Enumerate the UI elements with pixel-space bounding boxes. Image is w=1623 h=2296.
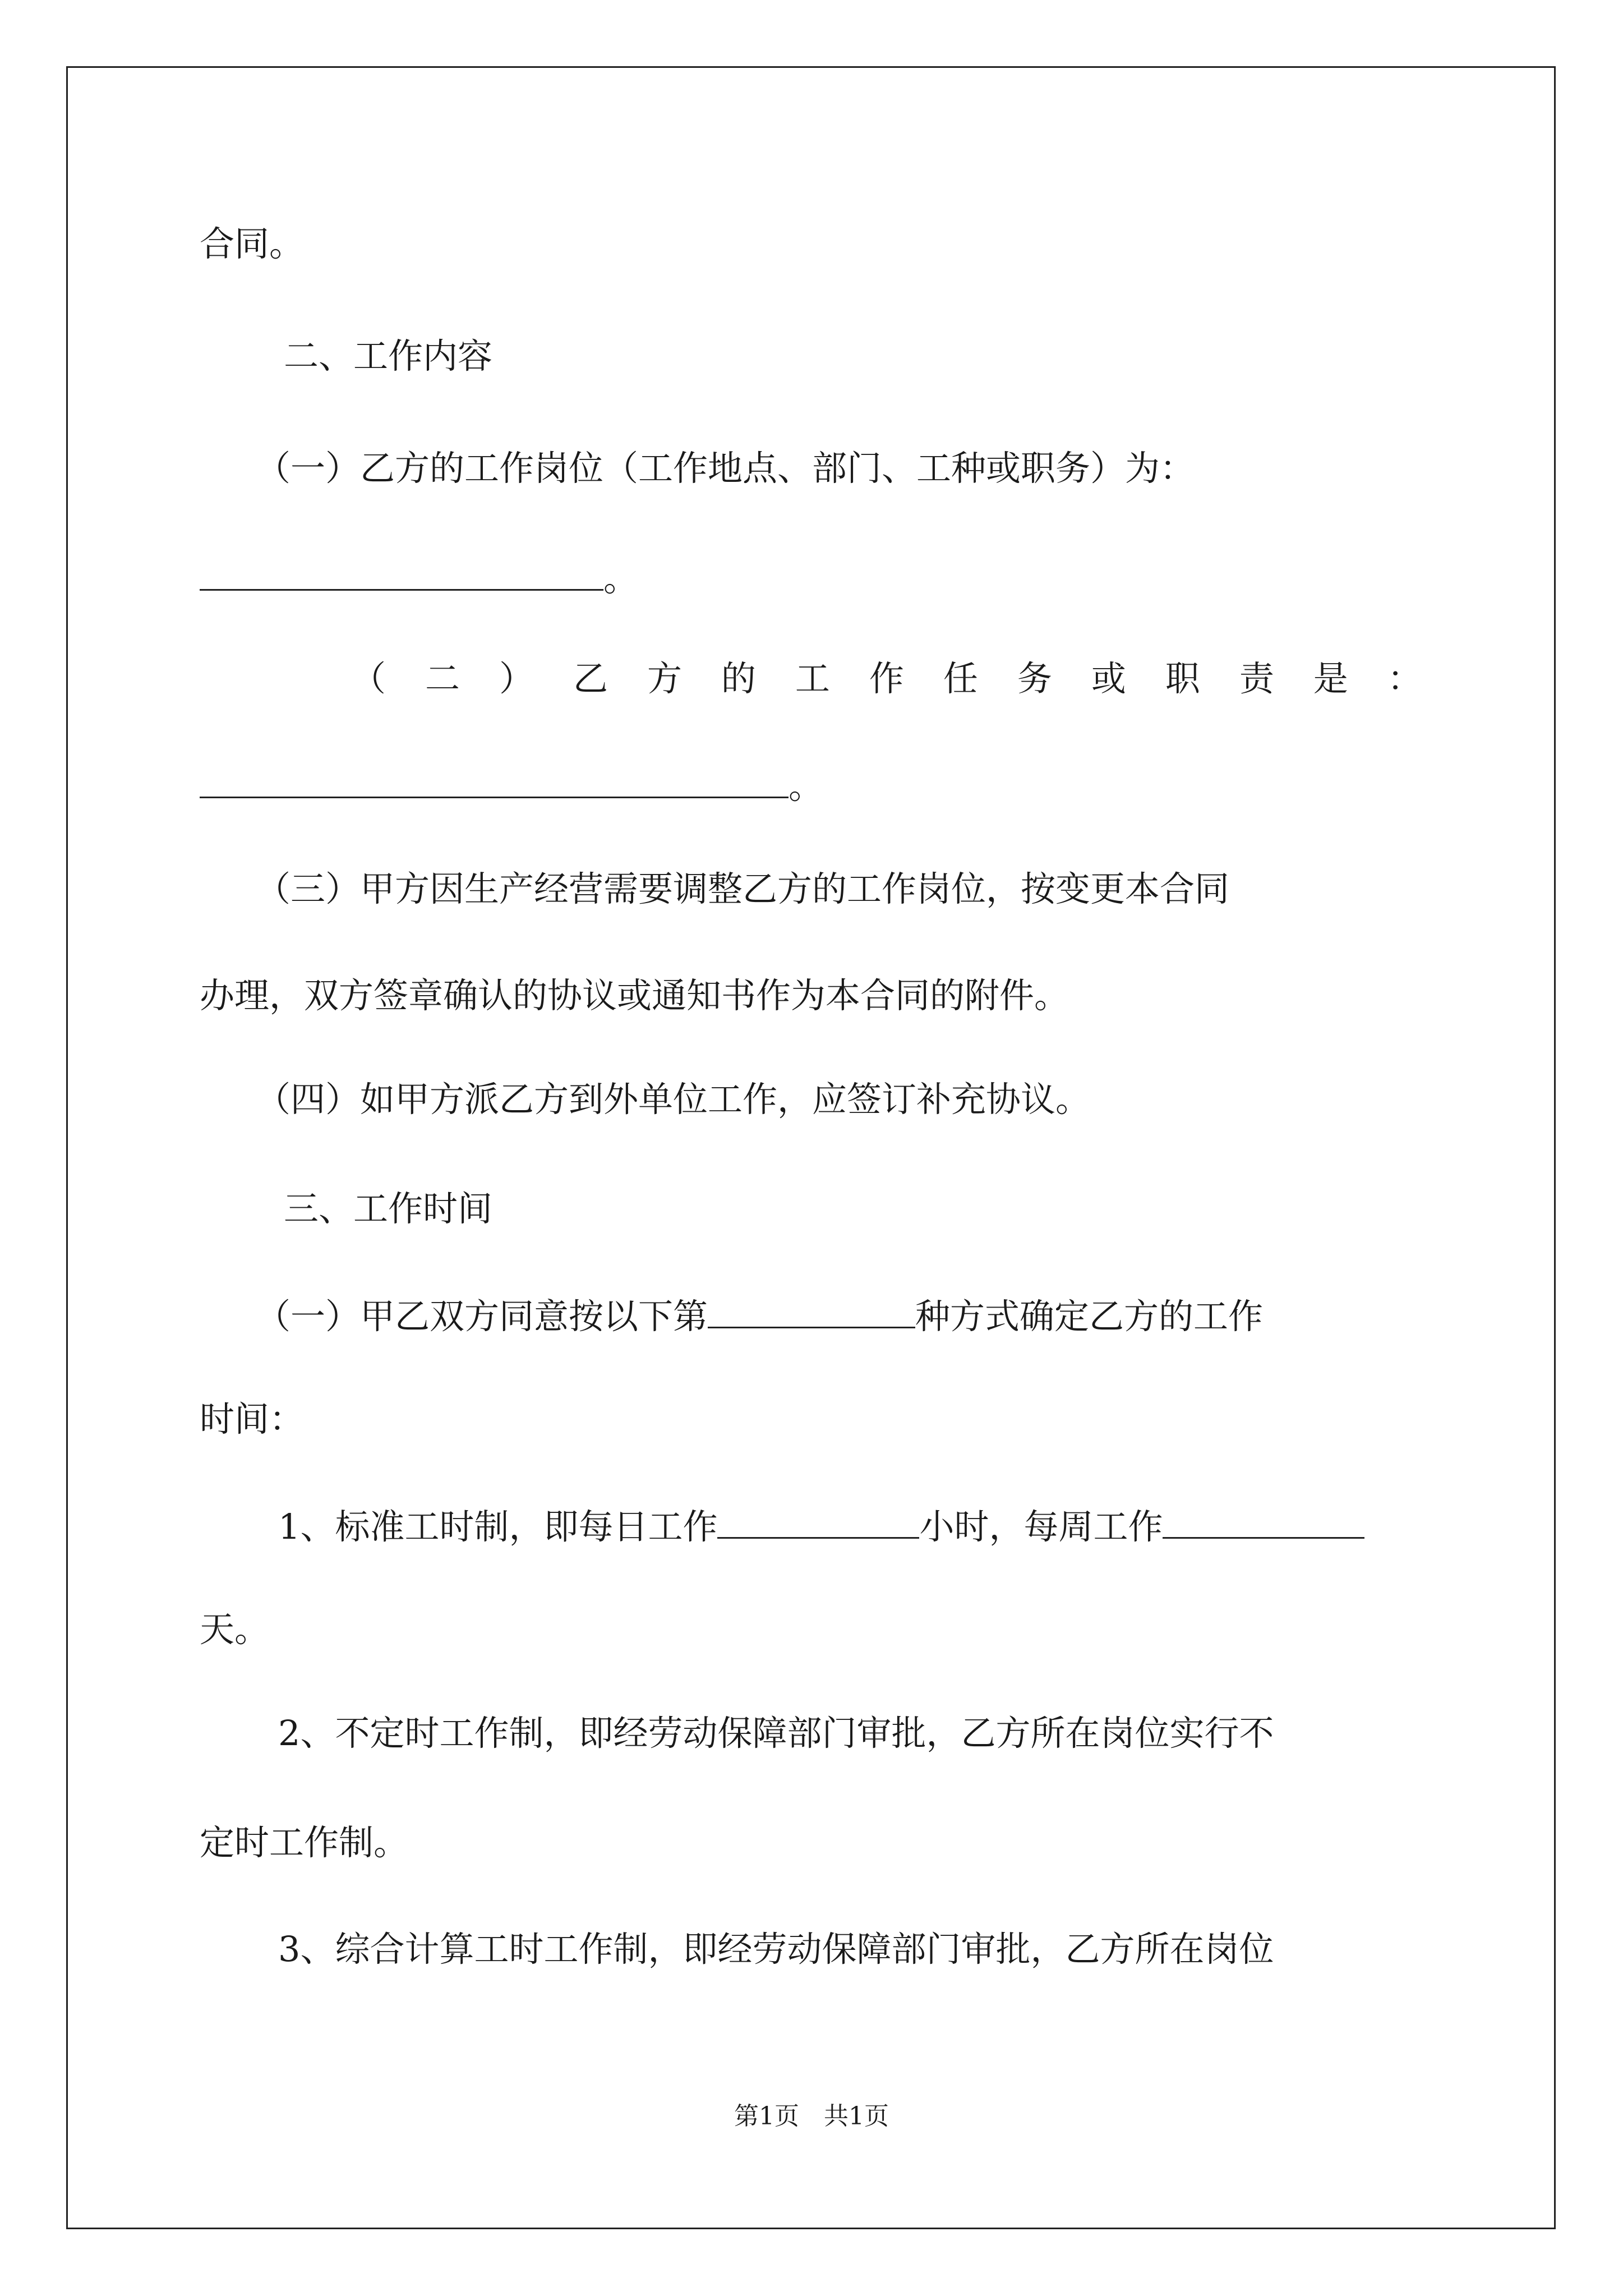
text-line: 3、综合计算工时工作制，即经劳动保障部门审批，乙方所在岗位: [278, 1929, 1274, 1970]
char: 职: [1165, 658, 1200, 699]
blank-field: [200, 763, 789, 798]
section-heading-work-content: 二、工作内容: [284, 335, 493, 376]
fill-line: [200, 555, 638, 601]
char: 任: [943, 658, 978, 699]
spaced-text-line: [351, 656, 1422, 701]
blank-field: [1163, 1503, 1364, 1539]
text-fragment: 小时，每周工作: [919, 1506, 1163, 1547]
page-border: [66, 66, 1556, 2229]
text-line: （一）乙方的工作岗位（工作地点、部门、工种或职务）为：: [256, 448, 1195, 489]
char: 二: [425, 658, 460, 699]
text-fragment: 种方式确定乙方的工作: [915, 1296, 1264, 1337]
char: 的: [721, 658, 756, 699]
char: 工: [795, 658, 830, 699]
char: 责: [1239, 658, 1274, 699]
text-line: 办理，双方签章确认的协议或通知书作为本合同的附件。: [200, 975, 1069, 1016]
char: 或: [1091, 658, 1126, 699]
blank-field: [717, 1503, 919, 1539]
text-line: （三）甲方因生产经营需要调整乙方的工作岗位，按变更本合同: [256, 868, 1230, 909]
char: 作: [869, 658, 904, 699]
section-heading-work-time: 三、工作时间: [284, 1188, 493, 1229]
char: 是: [1313, 658, 1348, 699]
text-fragment: 1、标准工时制，即每日工作: [278, 1506, 718, 1547]
text-fragment: 。: [603, 558, 639, 599]
blank-field: [708, 1293, 915, 1328]
char: 方: [647, 658, 682, 699]
char: ）: [499, 658, 534, 699]
char: ：: [1387, 658, 1422, 699]
fill-line: [200, 763, 823, 809]
char: 务: [1017, 658, 1052, 699]
text-line: 天。: [200, 1609, 270, 1650]
char: （: [351, 658, 386, 699]
page-footer: 第1页 共1页: [734, 2102, 889, 2131]
char: 乙: [573, 658, 608, 699]
text-fragment: 。: [789, 766, 824, 807]
blank-field: [200, 555, 603, 591]
fill-line: [256, 1293, 1263, 1339]
text-line: 时间：: [200, 1398, 305, 1439]
text-line: 定时工作制。: [200, 1822, 409, 1863]
text-line: （四）如甲方派乙方到外单位工作，应签订补充协议。: [256, 1079, 1091, 1120]
text-line: 合同。: [200, 223, 305, 264]
text-line: 2、不定时工作制，即经劳动保障部门审批，乙方所在岗位实行不: [278, 1713, 1274, 1754]
text-fragment: （一）甲乙双方同意按以下第: [256, 1296, 708, 1337]
fill-line: [278, 1503, 1364, 1549]
